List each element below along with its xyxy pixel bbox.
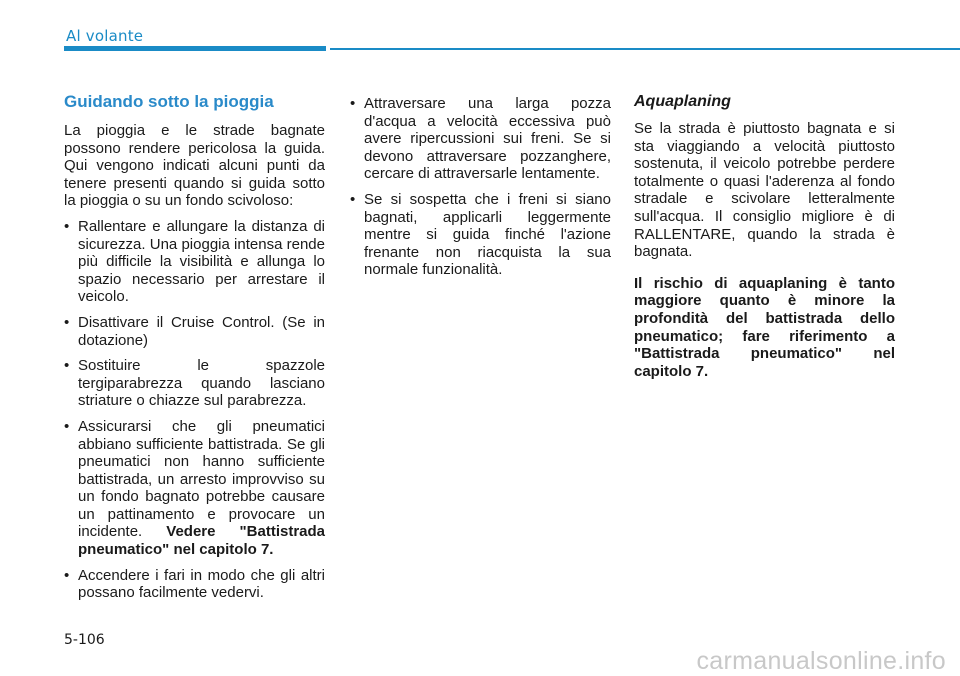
list-item: [64, 418, 325, 559]
rain-tips-list-continued: [350, 95, 611, 279]
middle-column: [350, 95, 611, 287]
intro-paragraph: La pioggia e le strade bagnate possono rendere pericolosa la guida. Qui vengono indicati alcuni punti da tenere presenti quando si guida sotto la pioggia o su un fondo scivoloso:: [64, 122, 325, 210]
list-item: [64, 218, 325, 306]
list-item-text: Se si sospetta che i freni si siano bagnati, applicarli leggermente mentre si guida finché l'azione frenante non riacquista la sua normale funzionalità.: [364, 190, 611, 279]
header-rule-thick: [64, 46, 326, 51]
list-item-text: Disattivare il Cruise Control. (Se in dotazione): [78, 313, 325, 349]
list-item-text: Rallentare e allungare la distanza di sicurezza. Una pioggia intensa rende più difficile la visibilità e allunga lo spazio necessario per arrestare il veicolo.: [78, 217, 325, 306]
right-column: [634, 92, 895, 388]
bullet-icon: •: [64, 417, 70, 435]
bullet-icon: •: [64, 357, 70, 375]
list-item-text: Accendere i fari in modo che gli altri possano facilmente vedervi.: [78, 566, 325, 602]
bullet-icon: •: [350, 95, 356, 112]
list-item: [64, 567, 325, 602]
list-item: [64, 314, 325, 349]
list-item-text: Assicurarsi che gli pneumatici abbiano sufficiente battistrada. Se gli pneumatici non hanno sufficiente battistrada, un arresto improvviso su un fondo bagnato potrebbe causare un pattinamento e provocare un incidente.: [78, 417, 325, 541]
section-title: Guidando sotto la pioggia: [64, 92, 274, 111]
header-rule-thin: [330, 48, 960, 50]
list-item: [64, 357, 325, 410]
list-item-text: Sostituire le spazzole tergiparabrezza quando lasciano striature o chiazze sul parabrezza.: [78, 357, 325, 410]
bullet-icon: •: [64, 313, 70, 331]
rain-tips-list: [64, 218, 325, 602]
bullet-icon: •: [64, 217, 70, 235]
page-number: 5-106: [64, 632, 105, 648]
watermark: carmanualsonline.info: [696, 647, 946, 675]
list-item: [350, 95, 611, 183]
cross-reference: Vedere "Battistrada pneumatico" nel capitolo 7.: [78, 523, 326, 559]
subsection-title: Aquaplaning: [634, 93, 731, 110]
list-item: [350, 191, 611, 279]
aquaplaning-warning-paragraph: Il rischio di aquaplaning è tanto maggiore quanto è minore la profondità del battistrada dello pneumatico; fare riferimento a "Battistrada pneumatico" nel capitolo 7.: [634, 274, 895, 380]
bullet-icon: •: [64, 566, 70, 584]
aquaplaning-paragraph: Se la strada è piuttosto bagnata e si sta viaggiando a velocità piuttosto sostenuta, il veicolo potrebbe perdere totalmente o quasi l'aderenza al fondo stradale e scivolare letteralmente sull'acqua. Il consiglio migliore è di RALLENTARE, quando la strada è bagnata.: [634, 120, 895, 261]
section-header-title: Al volante: [66, 27, 144, 45]
bullet-icon: •: [350, 190, 356, 208]
list-item-text: Attraversare una larga pozza d'acqua a velocità eccessiva può avere ripercussioni sui freni. Se si devono attraversare pozzanghere, cercare di attraversarle lentamente.: [364, 95, 611, 183]
left-column: [64, 92, 325, 610]
